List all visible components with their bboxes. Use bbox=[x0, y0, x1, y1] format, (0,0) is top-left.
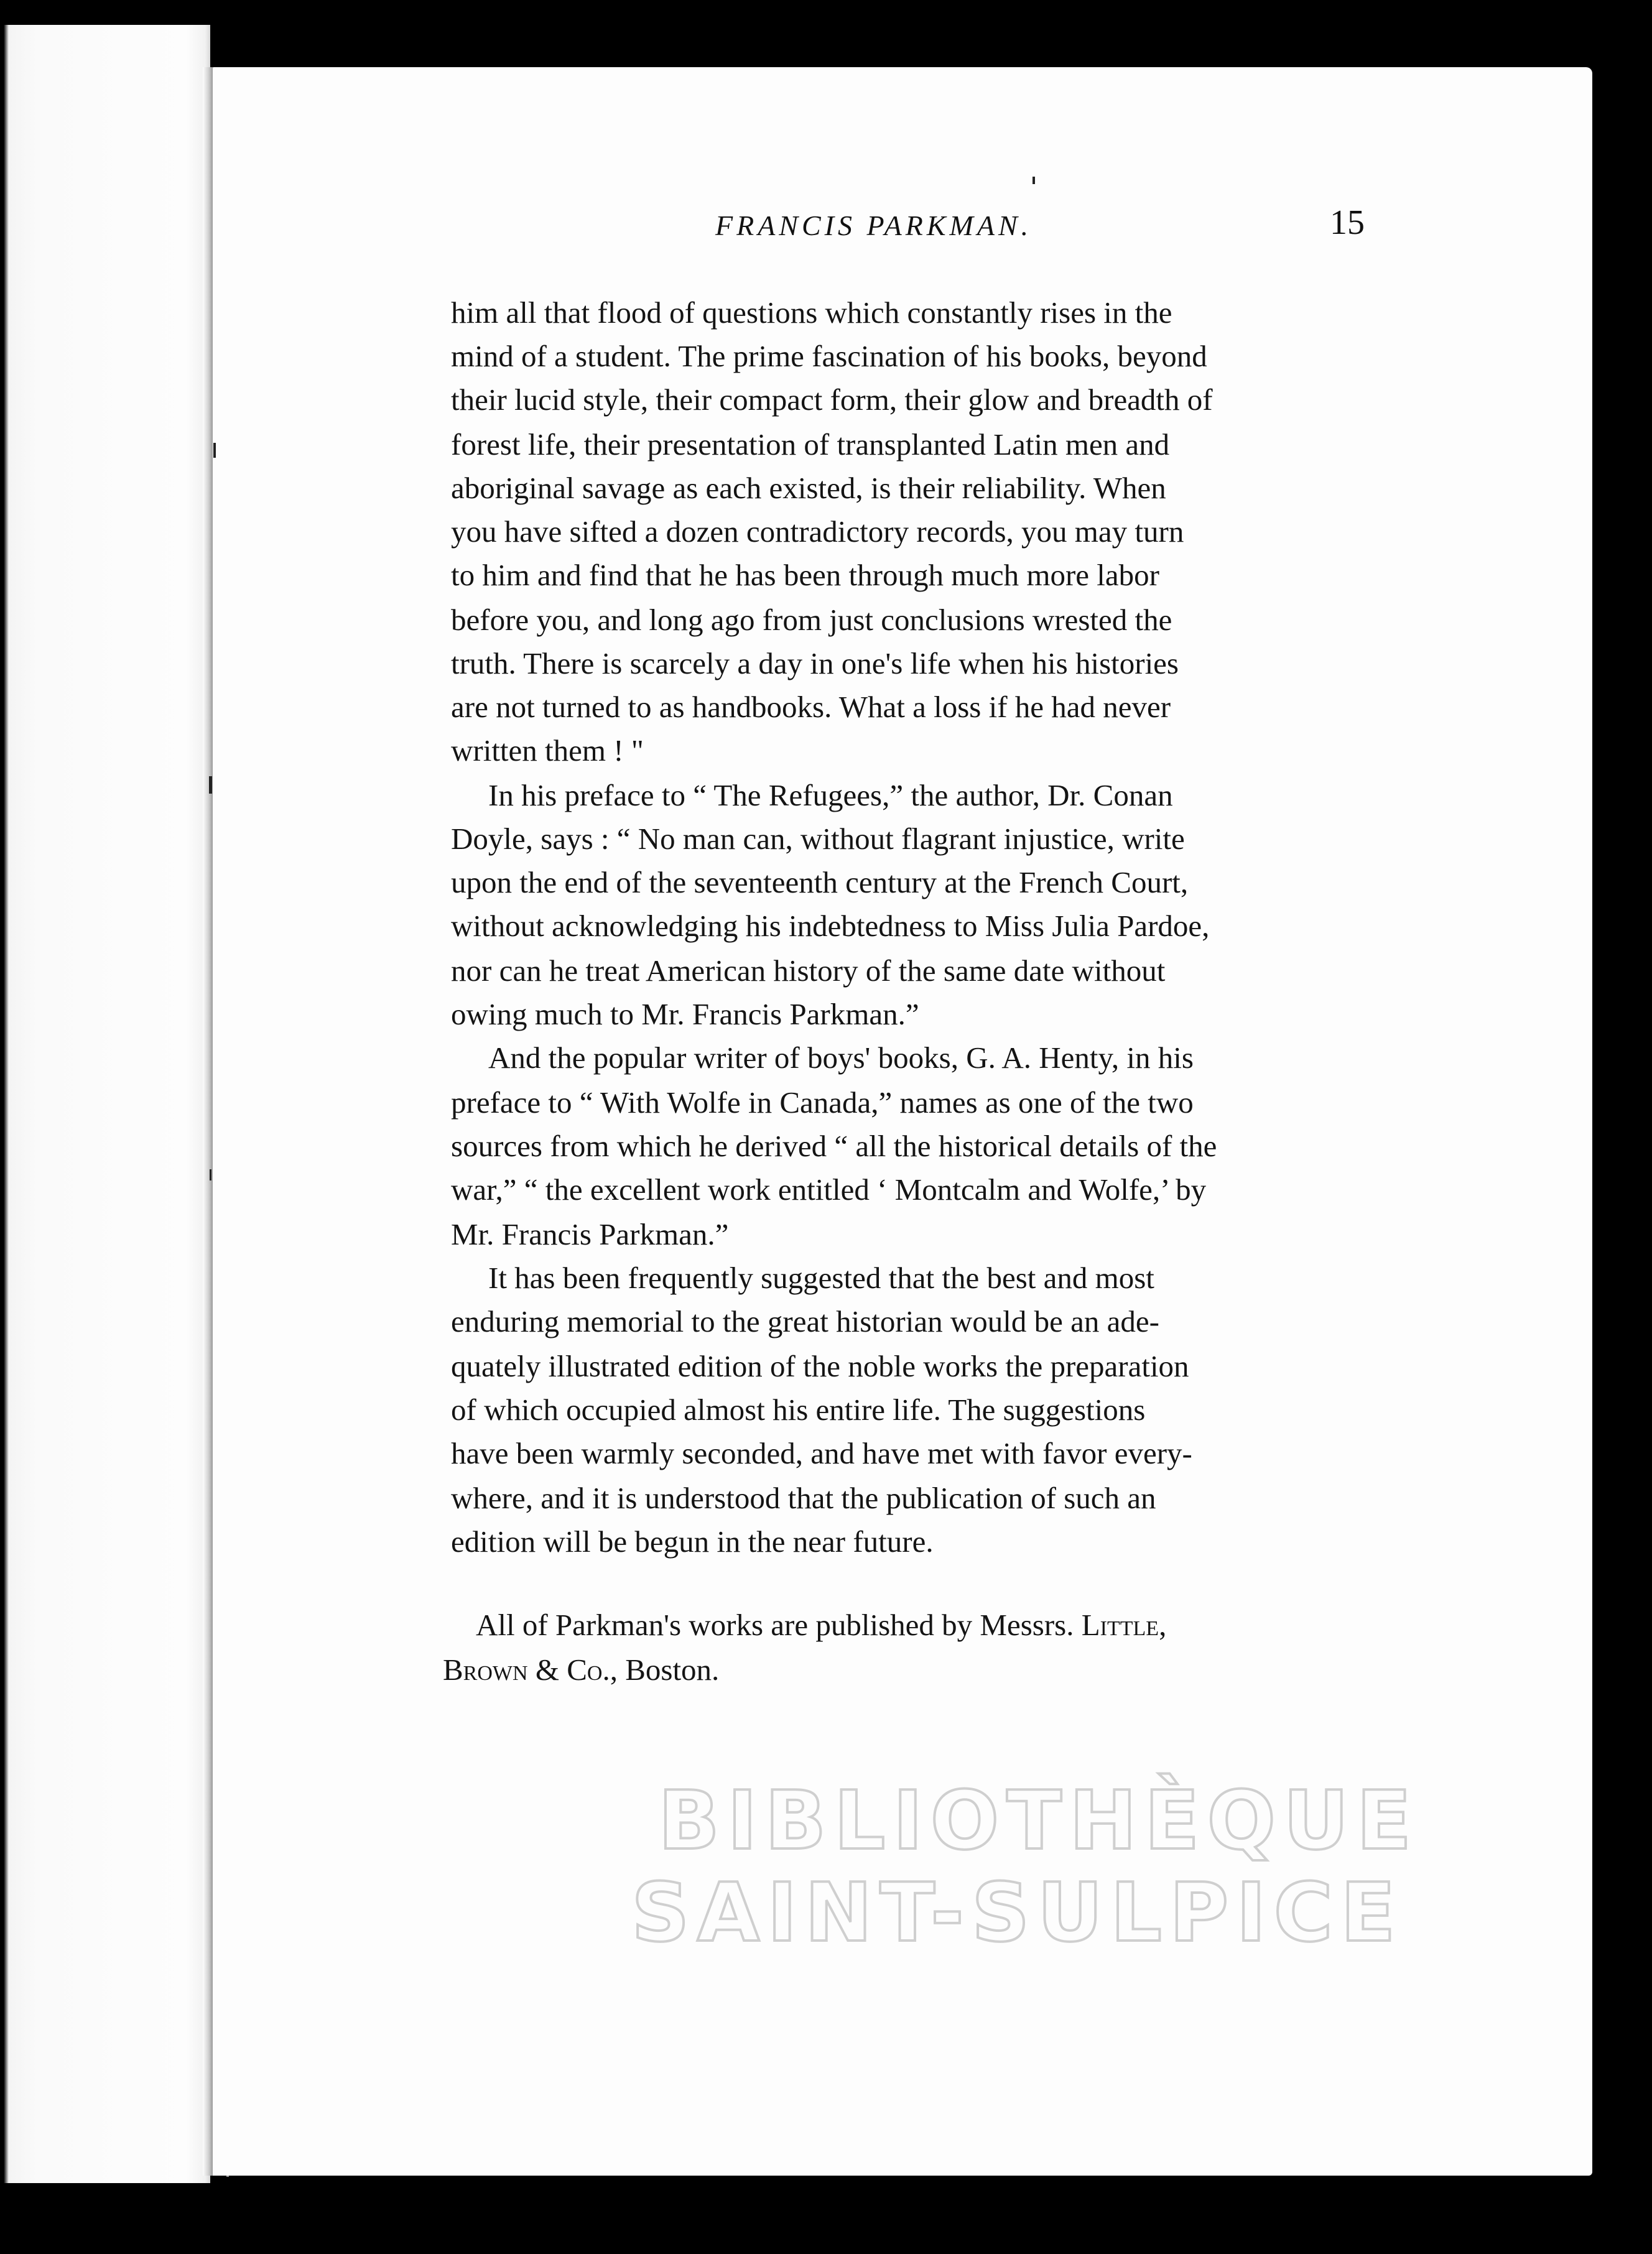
text-line: It has been frequently suggested that the best and most bbox=[488, 1261, 1154, 1295]
text-line: sources from which he derived “ all the historical details of the bbox=[451, 1129, 1217, 1163]
publisher-note-ampersand: & bbox=[527, 1653, 567, 1687]
running-head: FRANCIS PARKMAN. bbox=[715, 210, 1032, 241]
text-line: are not turned to as handbooks. What a loss if he had never bbox=[451, 690, 1171, 724]
text-line: nor can he treat American history of the same date without bbox=[451, 953, 1166, 988]
text-line: have been warmly seconded, and have met with favor every- bbox=[451, 1436, 1192, 1470]
text-line: quately illustrated edition of the noble works the preparation bbox=[451, 1349, 1189, 1383]
publisher-note-text: All of Parkman's works are published by Messrs. bbox=[476, 1608, 1082, 1642]
text-line: In his preface to “ The Refugees,” the author, Dr. Conan bbox=[488, 778, 1173, 812]
text-line: truth. There is scarcely a day in one's life when his histories bbox=[451, 646, 1179, 680]
margin-mark bbox=[1032, 177, 1035, 184]
text-line: preface to “ With Wolfe in Canada,” names as one of the two bbox=[451, 1085, 1194, 1120]
text-line: forest life, their presentation of transplanted Latin men and bbox=[451, 427, 1170, 461]
text-line: edition will be begun in the near future. bbox=[451, 1524, 934, 1559]
text-line: to him and find that he has been through much more labor bbox=[451, 558, 1159, 592]
publisher-name-co: Co bbox=[567, 1653, 603, 1687]
text-line: Mr. Francis Parkman.” bbox=[451, 1217, 729, 1251]
text-line: mind of a student. The prime fascination of his books, beyond bbox=[451, 339, 1207, 373]
text-line: of which occupied almost his entire life. The suggestions bbox=[451, 1393, 1146, 1427]
margin-mark bbox=[210, 1169, 211, 1180]
page-gutter-shadow bbox=[203, 67, 213, 2176]
text-line: without acknowledging his indebtedness to Miss Julia Pardoe, bbox=[451, 909, 1210, 943]
library-perforation-stamp-line-1: BIBLIOTHÈQUE bbox=[658, 1773, 1419, 1868]
text-line: enduring memorial to the great historian would be an ade- bbox=[451, 1304, 1159, 1338]
text-line: Doyle, says : “ No man can, without flagrant injustice, write bbox=[451, 822, 1185, 856]
publisher-name-little: Little bbox=[1081, 1608, 1159, 1642]
margin-mark bbox=[209, 776, 212, 794]
text-line: And the popular writer of boys' books, G. A. Henty, in his bbox=[488, 1041, 1194, 1075]
library-perforation-stamp-line-2: SAINT-SULPICE bbox=[631, 1865, 1403, 1960]
publisher-name-brown: Brown bbox=[443, 1653, 528, 1687]
publisher-note-city: ., Boston. bbox=[602, 1653, 720, 1687]
publisher-note-line-1 bbox=[476, 1610, 1166, 1640]
publisher-note-line-2 bbox=[443, 1654, 719, 1685]
text-line: war,” “ the excellent work entitled ‘ Montcalm and Wolfe,’ by bbox=[451, 1172, 1207, 1207]
text-line: where, and it is understood that the publication of such an bbox=[451, 1481, 1156, 1515]
text-line: him all that flood of questions which constantly rises in the bbox=[451, 295, 1172, 330]
text-line: before you, and long ago from just conclusions wrested the bbox=[451, 603, 1172, 637]
margin-mark bbox=[213, 443, 216, 458]
text-line: aboriginal savage as each existed, is their reliability. When bbox=[451, 471, 1166, 505]
text-line: upon the end of the seventeenth century at the French Court, bbox=[451, 865, 1189, 899]
text-line: owing much to Mr. Francis Parkman.” bbox=[451, 997, 919, 1031]
text-line: you have sifted a dozen contradictory records, you may turn bbox=[451, 514, 1184, 549]
text-line: their lucid style, their compact form, their glow and breadth of bbox=[451, 383, 1213, 417]
publisher-note-comma: , bbox=[1159, 1608, 1167, 1642]
facing-page-edge bbox=[0, 25, 210, 2183]
page-number: 15 bbox=[1330, 203, 1365, 242]
text-line: written them ! " bbox=[451, 733, 644, 768]
